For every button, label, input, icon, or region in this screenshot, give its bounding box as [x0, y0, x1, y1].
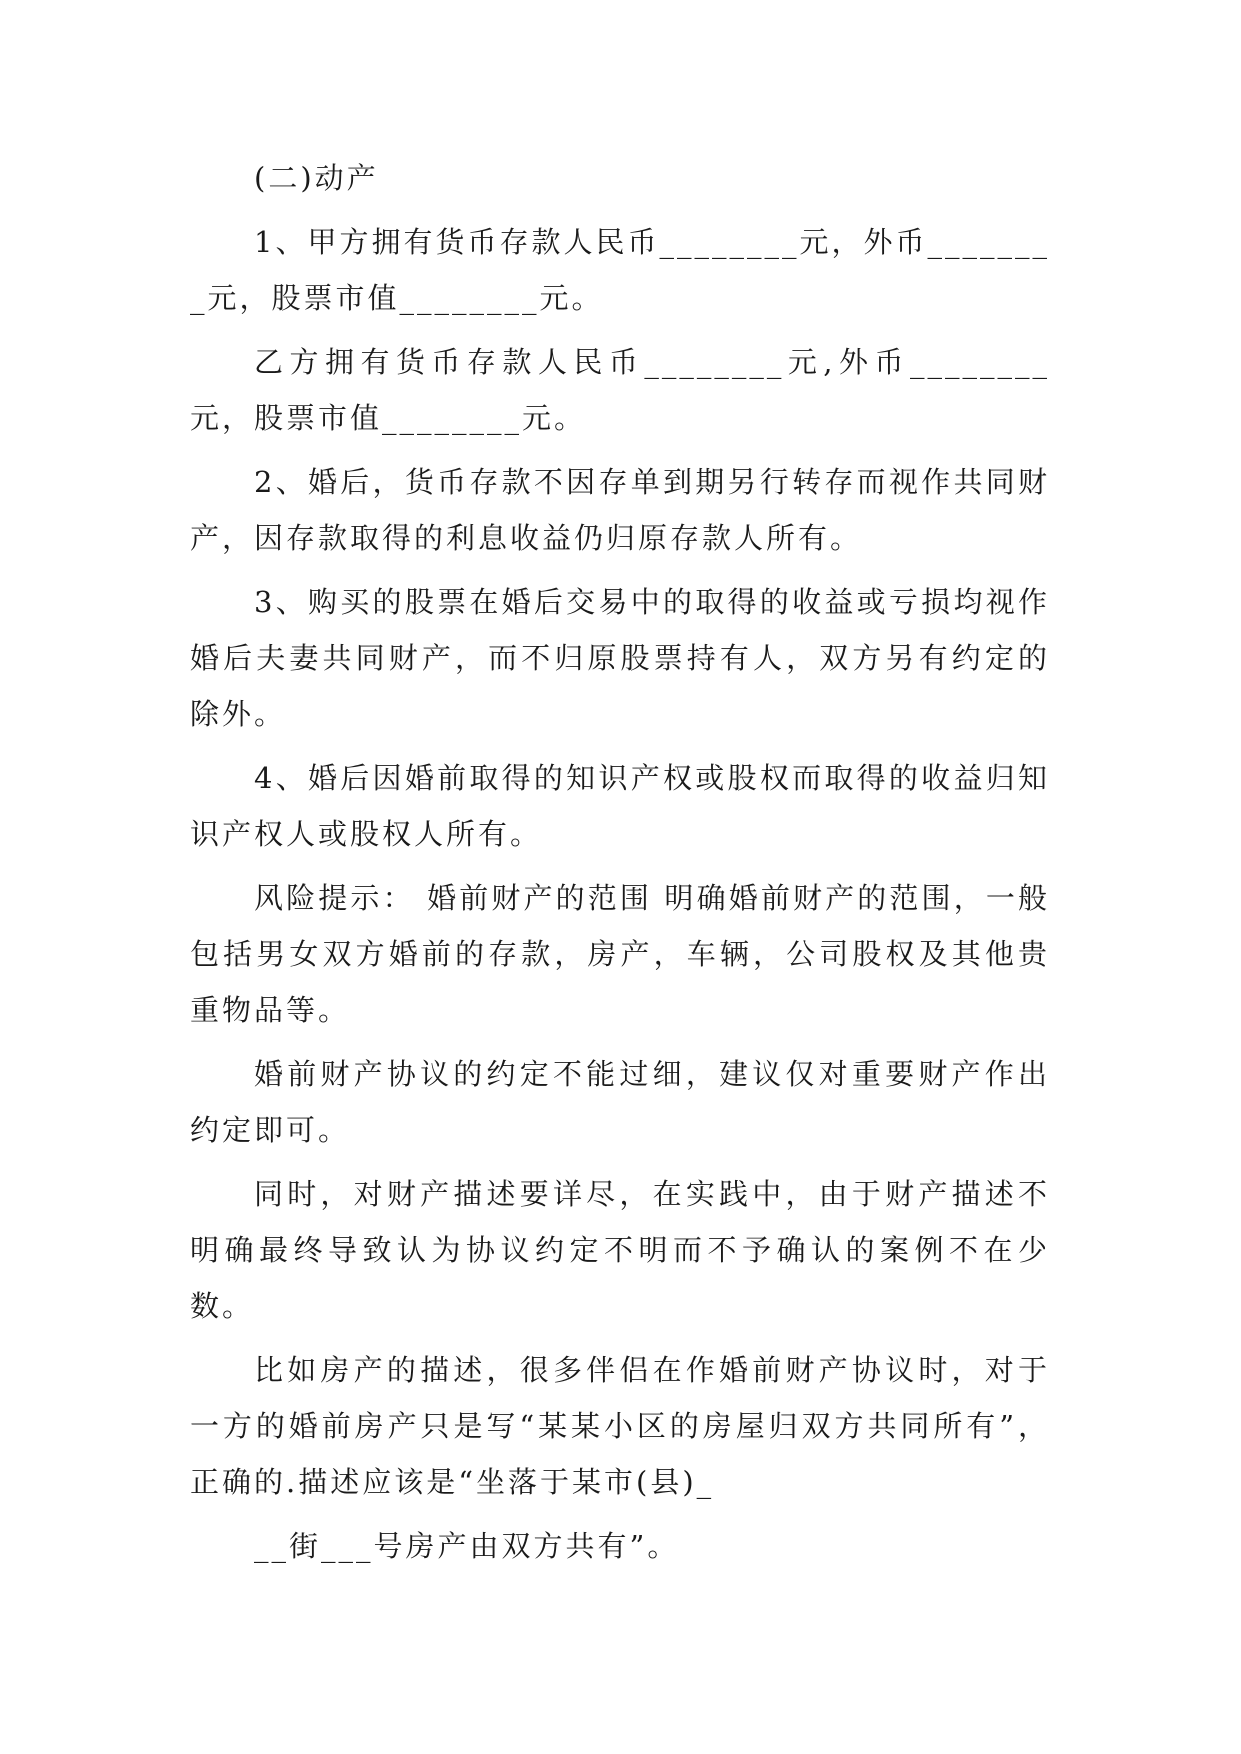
paragraph-risk-notice: 风险提示： 婚前财产的范围 明确婚前财产的范围，一般包括男女双方婚前的存款，房产，车辆，公司股权及其他贵重物品等。: [190, 881, 1050, 1027]
paragraph-description-detail: 同时，对财产描述要详尽，在实践中，由于财产描述不明确最终导致认为协议约定不明而不予确认的案例不在少数。: [190, 1177, 1050, 1323]
paragraph-party-a-assets: 1、甲方拥有货币存款人民币________元，外币________元，股票市值________元。: [190, 225, 1050, 315]
paragraph-property-example: 比如房产的描述，很多伴侣在作婚前财产协议时，对于一方的婚前房产只是写“某某小区的房屋归双方共同所有”，正确的.描述应该是“坐落于某市(县)_: [190, 1353, 1050, 1499]
paragraph-party-b-assets: 乙方拥有货币存款人民币________元,外币________元，股票市值________元。: [190, 345, 1050, 435]
paragraph-ip-clause: 4、婚后因婚前取得的知识产权或股权而取得的收益归知识产权人或股权人所有。: [190, 761, 1050, 851]
paragraph-agreement-advice: 婚前财产协议的约定不能过细，建议仅对重要财产作出约定即可。: [190, 1057, 1050, 1147]
section-heading-movable-property: (二)动产: [254, 161, 379, 195]
paragraph-stock-clause: 3、购买的股票在婚后交易中的取得的收益或亏损均视作婚后夫妻共同财产，而不归原股票持有人，双方另有约定的除外。: [190, 585, 1050, 731]
paragraph-property-example-tail: __街___号房产由双方共有”。: [254, 1529, 680, 1563]
document-body: [190, 150, 1050, 1582]
paragraph-deposit-clause: 2、婚后，货币存款不因存单到期另行转存而视作共同财产，因存款取得的利息收益仍归原存款人所有。: [190, 465, 1050, 555]
